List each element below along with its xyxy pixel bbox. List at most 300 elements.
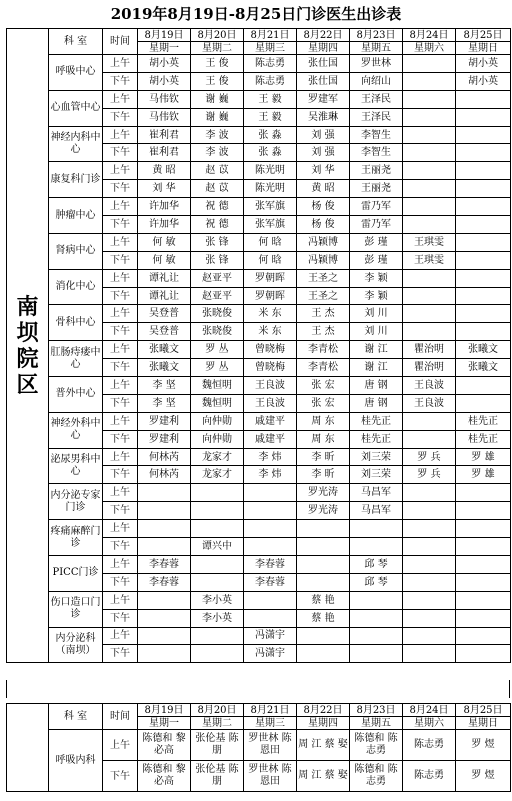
doctor-cell: 王丽尧 bbox=[350, 180, 403, 198]
doctor-cell: 陈志勇 bbox=[244, 55, 297, 73]
doctor-cell: 王琪雯 bbox=[403, 251, 456, 269]
doctor-cell bbox=[403, 555, 456, 573]
department-name: 呼吸内科 bbox=[49, 730, 103, 792]
doctor-cell: 谢 巍 bbox=[191, 108, 244, 126]
table-row bbox=[7, 448, 511, 466]
table-row bbox=[7, 90, 511, 108]
session-time: 上午 bbox=[103, 730, 138, 761]
doctor-cell bbox=[456, 269, 511, 287]
doctor-cell: 赵 苡 bbox=[191, 180, 244, 198]
doctor-cell bbox=[403, 216, 456, 234]
session-time: 上午 bbox=[103, 55, 138, 73]
doctor-cell: 谭礼让 bbox=[138, 269, 191, 287]
doctor-cell: 马伟钦 bbox=[138, 90, 191, 108]
doctor-cell: 王泽民 bbox=[350, 108, 403, 126]
doctor-cell: 张晓俊 bbox=[191, 323, 244, 341]
doctor-cell: 张曦文 bbox=[138, 359, 191, 377]
session-time: 上午 bbox=[103, 126, 138, 144]
doctor-cell bbox=[191, 573, 244, 591]
doctor-cell: 张仕国 bbox=[297, 72, 350, 90]
doctor-cell: 戚建平 bbox=[244, 430, 297, 448]
department-name: 内分泌专家门诊 bbox=[49, 484, 103, 520]
doctor-cell bbox=[138, 484, 191, 502]
doctor-cell: 王 杰 bbox=[297, 305, 350, 323]
doctor-cell bbox=[403, 412, 456, 430]
date-header: 8月20日 bbox=[191, 704, 244, 717]
doctor-cell: 陈志勇 bbox=[403, 730, 456, 761]
doctor-cell bbox=[403, 198, 456, 216]
department-name: 泌尿男科中心 bbox=[49, 448, 103, 484]
session-time: 上午 bbox=[103, 520, 138, 538]
doctor-cell: 冯颖博 bbox=[297, 233, 350, 251]
doctor-cell: 李春蓉 bbox=[244, 555, 297, 573]
doctor-cell: 罗世林 陈恩田 bbox=[244, 730, 297, 761]
doctor-cell bbox=[403, 645, 456, 663]
doctor-cell: 罗光涛 bbox=[297, 502, 350, 520]
department-name: 疼痛麻醉门诊 bbox=[49, 520, 103, 556]
doctor-cell bbox=[456, 180, 511, 198]
session-time: 下午 bbox=[103, 538, 138, 556]
table-row bbox=[7, 341, 511, 359]
session-time: 下午 bbox=[103, 573, 138, 591]
doctor-cell bbox=[350, 591, 403, 609]
doctor-cell: 刘 强 bbox=[297, 126, 350, 144]
weekday-header: 星期四 bbox=[297, 717, 350, 730]
doctor-cell bbox=[297, 555, 350, 573]
doctor-cell: 张晓俊 bbox=[191, 305, 244, 323]
doctor-cell bbox=[138, 627, 191, 645]
doctor-cell: 罗建军 bbox=[297, 90, 350, 108]
doctor-cell: 罗 煜 bbox=[456, 761, 511, 792]
doctor-cell bbox=[297, 645, 350, 663]
doctor-cell: 王良波 bbox=[244, 377, 297, 395]
doctor-cell: 魏恒明 bbox=[191, 377, 244, 395]
doctor-cell: 马昌军 bbox=[350, 484, 403, 502]
doctor-cell: 瞿治明 bbox=[403, 341, 456, 359]
doctor-cell bbox=[456, 162, 511, 180]
doctor-cell bbox=[138, 502, 191, 520]
doctor-cell bbox=[244, 538, 297, 556]
doctor-cell: 王良波 bbox=[403, 377, 456, 395]
date-header: 8月19日 bbox=[138, 704, 191, 717]
doctor-cell: 彭 瑾 bbox=[350, 251, 403, 269]
header-row bbox=[7, 29, 511, 42]
doctor-cell bbox=[403, 609, 456, 627]
doctor-cell bbox=[244, 502, 297, 520]
table-row bbox=[7, 269, 511, 287]
doctor-cell: 张伦基 陈 朋 bbox=[191, 761, 244, 792]
doctor-cell: 张曦文 bbox=[456, 341, 511, 359]
table-row bbox=[7, 555, 511, 573]
table-row bbox=[7, 377, 511, 395]
weekday-header: 星期三 bbox=[244, 717, 297, 730]
doctor-cell bbox=[456, 108, 511, 126]
session-time: 上午 bbox=[103, 555, 138, 573]
table-row bbox=[7, 126, 511, 144]
doctor-cell bbox=[403, 484, 456, 502]
doctor-cell: 罗 雄 bbox=[456, 448, 511, 466]
doctor-cell: 王圣之 bbox=[297, 269, 350, 287]
doctor-cell: 米 东 bbox=[244, 323, 297, 341]
doctor-cell: 张 淼 bbox=[244, 126, 297, 144]
doctor-cell: 罗世林 陈恩田 bbox=[244, 761, 297, 792]
doctor-cell: 雷乃军 bbox=[350, 198, 403, 216]
doctor-cell: 陈德和 黎必高 bbox=[138, 730, 191, 761]
doctor-cell: 吴淮琳 bbox=[297, 108, 350, 126]
session-time: 上午 bbox=[103, 412, 138, 430]
department-name: 肛肠痔瘘中心 bbox=[49, 341, 103, 377]
session-time: 上午 bbox=[103, 341, 138, 359]
doctor-cell: 马昌军 bbox=[350, 502, 403, 520]
doctor-cell: 杨 俊 bbox=[297, 198, 350, 216]
date-header: 8月24日 bbox=[403, 704, 456, 717]
doctor-cell bbox=[244, 484, 297, 502]
session-time: 上午 bbox=[103, 162, 138, 180]
doctor-cell: 谢 江 bbox=[350, 341, 403, 359]
department-name: PICC门诊 bbox=[49, 555, 103, 591]
doctor-cell bbox=[350, 520, 403, 538]
doctor-cell: 胡小英 bbox=[456, 55, 511, 73]
doctor-cell: 陈德和 陈志勇 bbox=[350, 730, 403, 761]
table-row bbox=[7, 484, 511, 502]
doctor-cell: 陈志勇 bbox=[403, 761, 456, 792]
session-time: 下午 bbox=[103, 323, 138, 341]
doctor-cell: 许加华 bbox=[138, 216, 191, 234]
doctor-cell bbox=[456, 538, 511, 556]
session-time: 下午 bbox=[103, 466, 138, 484]
department-name: 消化中心 bbox=[49, 269, 103, 305]
session-time: 下午 bbox=[103, 216, 138, 234]
department-name: 心血管中心 bbox=[49, 90, 103, 126]
doctor-cell: 李 波 bbox=[191, 126, 244, 144]
doctor-cell: 王 俊 bbox=[191, 72, 244, 90]
doctor-cell bbox=[456, 377, 511, 395]
department-name: 肿瘤中心 bbox=[49, 198, 103, 234]
doctor-cell bbox=[191, 627, 244, 645]
doctor-cell: 桂先正 bbox=[350, 412, 403, 430]
doctor-cell bbox=[403, 627, 456, 645]
date-header: 8月23日 bbox=[350, 704, 403, 717]
doctor-cell: 李 颖 bbox=[350, 287, 403, 305]
department-name: 内分泌科（南坝） bbox=[49, 627, 103, 663]
doctor-cell: 王 杰 bbox=[297, 323, 350, 341]
session-time: 下午 bbox=[103, 359, 138, 377]
doctor-cell bbox=[191, 502, 244, 520]
table-row bbox=[7, 591, 511, 609]
session-time: 上午 bbox=[103, 198, 138, 216]
doctor-cell bbox=[350, 627, 403, 645]
doctor-cell bbox=[138, 591, 191, 609]
doctor-cell: 王琪雯 bbox=[403, 233, 456, 251]
doctor-cell: 祝 德 bbox=[191, 216, 244, 234]
doctor-cell bbox=[456, 305, 511, 323]
doctor-cell: 冯潇宇 bbox=[244, 645, 297, 663]
doctor-cell: 王 俊 bbox=[191, 55, 244, 73]
doctor-cell: 张 宏 bbox=[297, 377, 350, 395]
doctor-cell bbox=[297, 627, 350, 645]
department-name: 普外中心 bbox=[49, 377, 103, 413]
time-header: 时间 bbox=[103, 29, 138, 55]
doctor-cell: 罗 丛 bbox=[191, 359, 244, 377]
session-time: 上午 bbox=[103, 591, 138, 609]
session-time: 上午 bbox=[103, 627, 138, 645]
doctor-cell bbox=[456, 645, 511, 663]
doctor-cell bbox=[456, 198, 511, 216]
date-header: 8月24日 bbox=[403, 29, 456, 42]
doctor-cell bbox=[191, 555, 244, 573]
doctor-cell: 胡小英 bbox=[138, 72, 191, 90]
doctor-cell bbox=[403, 180, 456, 198]
table-gap bbox=[6, 680, 510, 698]
doctor-cell: 张 锋 bbox=[191, 233, 244, 251]
doctor-cell bbox=[456, 216, 511, 234]
doctor-cell: 何 晗 bbox=[244, 251, 297, 269]
doctor-cell: 陈光明 bbox=[244, 162, 297, 180]
doctor-cell: 王圣之 bbox=[297, 287, 350, 305]
doctor-cell bbox=[456, 144, 511, 162]
doctor-cell bbox=[403, 90, 456, 108]
doctor-cell bbox=[456, 233, 511, 251]
doctor-cell: 祝 德 bbox=[191, 198, 244, 216]
doctor-cell: 李智生 bbox=[350, 144, 403, 162]
doctor-cell: 陈德和 陈志勇 bbox=[350, 761, 403, 792]
doctor-cell: 李青松 bbox=[297, 359, 350, 377]
weekday-header: 星期二 bbox=[191, 42, 244, 55]
doctor-cell: 李小英 bbox=[191, 591, 244, 609]
session-time: 上午 bbox=[103, 269, 138, 287]
doctor-cell bbox=[138, 538, 191, 556]
doctor-cell: 李小英 bbox=[191, 609, 244, 627]
doctor-cell: 罗朝晖 bbox=[244, 269, 297, 287]
doctor-cell: 黄 昭 bbox=[138, 162, 191, 180]
doctor-cell bbox=[456, 323, 511, 341]
schedule-table bbox=[6, 28, 511, 663]
doctor-cell bbox=[403, 126, 456, 144]
session-time: 下午 bbox=[103, 394, 138, 412]
session-time: 下午 bbox=[103, 609, 138, 627]
date-header: 8月25日 bbox=[456, 704, 511, 717]
doctor-cell bbox=[297, 538, 350, 556]
doctor-cell: 李 波 bbox=[191, 144, 244, 162]
doctor-cell bbox=[350, 538, 403, 556]
doctor-cell: 罗建利 bbox=[138, 412, 191, 430]
doctor-cell bbox=[403, 538, 456, 556]
doctor-cell bbox=[403, 305, 456, 323]
doctor-cell: 张 宏 bbox=[297, 394, 350, 412]
table-row bbox=[7, 412, 511, 430]
hospital-label: 南坝院区 bbox=[7, 29, 49, 663]
session-time: 上午 bbox=[103, 233, 138, 251]
doctor-cell bbox=[403, 108, 456, 126]
session-time: 上午 bbox=[103, 377, 138, 395]
department-name: 骨科中心 bbox=[49, 305, 103, 341]
doctor-cell: 罗 丛 bbox=[191, 341, 244, 359]
session-time: 下午 bbox=[103, 180, 138, 198]
hospital-cell-blank bbox=[7, 704, 49, 792]
doctor-cell: 王良波 bbox=[244, 394, 297, 412]
doctor-cell: 曾晓梅 bbox=[244, 359, 297, 377]
doctor-cell bbox=[403, 55, 456, 73]
table-row bbox=[7, 162, 511, 180]
doctor-cell: 张 锋 bbox=[191, 251, 244, 269]
weekday-header: 星期五 bbox=[350, 42, 403, 55]
doctor-cell bbox=[350, 645, 403, 663]
department-name: 伤口造口门诊 bbox=[49, 591, 103, 627]
doctor-cell bbox=[456, 287, 511, 305]
doctor-cell: 罗光涛 bbox=[297, 484, 350, 502]
doctor-cell bbox=[456, 251, 511, 269]
weekday-header: 星期一 bbox=[138, 717, 191, 730]
session-time: 上午 bbox=[103, 484, 138, 502]
doctor-cell: 李春蓉 bbox=[138, 555, 191, 573]
doctor-cell bbox=[403, 287, 456, 305]
doctor-cell: 王良波 bbox=[403, 394, 456, 412]
date-header: 8月21日 bbox=[244, 29, 297, 42]
doctor-cell: 何林芮 bbox=[138, 448, 191, 466]
doctor-cell: 何 敏 bbox=[138, 233, 191, 251]
doctor-cell: 罗世林 bbox=[350, 55, 403, 73]
doctor-cell: 王泽民 bbox=[350, 90, 403, 108]
session-time: 上午 bbox=[103, 448, 138, 466]
doctor-cell bbox=[403, 72, 456, 90]
doctor-cell: 吴登普 bbox=[138, 323, 191, 341]
doctor-cell: 黄 昭 bbox=[297, 180, 350, 198]
session-time: 上午 bbox=[103, 305, 138, 323]
table-row bbox=[7, 627, 511, 645]
doctor-cell: 龙家才 bbox=[191, 448, 244, 466]
date-header: 8月23日 bbox=[350, 29, 403, 42]
doctor-cell bbox=[138, 520, 191, 538]
dept-header: 科 室 bbox=[49, 704, 103, 730]
date-header: 8月22日 bbox=[297, 704, 350, 717]
table-row bbox=[7, 730, 511, 761]
doctor-cell: 李春蓉 bbox=[244, 573, 297, 591]
schedule-table-2 bbox=[6, 703, 511, 792]
department-name: 神经内科中心 bbox=[49, 126, 103, 162]
doctor-cell: 吴登普 bbox=[138, 305, 191, 323]
doctor-cell: 桂先正 bbox=[456, 412, 511, 430]
doctor-cell bbox=[191, 520, 244, 538]
doctor-cell: 谭兴中 bbox=[191, 538, 244, 556]
doctor-cell: 许加华 bbox=[138, 198, 191, 216]
dept-header: 科 室 bbox=[49, 29, 103, 55]
doctor-cell: 王丽尧 bbox=[350, 162, 403, 180]
doctor-cell: 王 毅 bbox=[244, 108, 297, 126]
doctor-cell: 曾晓梅 bbox=[244, 341, 297, 359]
doctor-cell: 何 敏 bbox=[138, 251, 191, 269]
doctor-cell: 李 颖 bbox=[350, 269, 403, 287]
doctor-cell: 张曦文 bbox=[138, 341, 191, 359]
doctor-cell: 赵 苡 bbox=[191, 162, 244, 180]
doctor-cell: 张军旗 bbox=[244, 216, 297, 234]
doctor-cell bbox=[456, 90, 511, 108]
session-time: 下午 bbox=[103, 502, 138, 520]
session-time: 下午 bbox=[103, 144, 138, 162]
doctor-cell: 王 毅 bbox=[244, 90, 297, 108]
doctor-cell bbox=[191, 645, 244, 663]
doctor-cell bbox=[403, 162, 456, 180]
doctor-cell bbox=[350, 609, 403, 627]
doctor-cell: 李春蓉 bbox=[138, 573, 191, 591]
doctor-cell: 何林芮 bbox=[138, 466, 191, 484]
doctor-cell bbox=[403, 323, 456, 341]
session-time: 下午 bbox=[103, 108, 138, 126]
doctor-cell: 唐 钢 bbox=[350, 394, 403, 412]
table-row bbox=[7, 55, 511, 73]
time-header: 时间 bbox=[103, 704, 138, 730]
session-time: 下午 bbox=[103, 645, 138, 663]
doctor-cell: 冯潇宇 bbox=[244, 627, 297, 645]
doctor-cell: 唐 钢 bbox=[350, 377, 403, 395]
doctor-cell: 李 坚 bbox=[138, 394, 191, 412]
doctor-cell bbox=[403, 591, 456, 609]
page-title: 2019年8月19日-8月25日门诊医生出诊表 bbox=[110, 5, 402, 23]
doctor-cell bbox=[456, 609, 511, 627]
doctor-cell bbox=[138, 609, 191, 627]
doctor-cell: 谢 江 bbox=[350, 359, 403, 377]
doctor-cell bbox=[403, 502, 456, 520]
doctor-cell: 张仕国 bbox=[297, 55, 350, 73]
doctor-cell bbox=[456, 502, 511, 520]
doctor-cell: 李智生 bbox=[350, 126, 403, 144]
department-name: 康复科门诊 bbox=[49, 162, 103, 198]
doctor-cell bbox=[191, 484, 244, 502]
weekday-header: 星期六 bbox=[403, 717, 456, 730]
doctor-cell bbox=[456, 394, 511, 412]
weekday-header: 星期日 bbox=[456, 42, 511, 55]
doctor-cell bbox=[244, 609, 297, 627]
weekday-header: 星期六 bbox=[403, 42, 456, 55]
doctor-cell: 刘 川 bbox=[350, 305, 403, 323]
doctor-cell: 崔利君 bbox=[138, 144, 191, 162]
department-name: 肾病中心 bbox=[49, 233, 103, 269]
table-row bbox=[7, 198, 511, 216]
doctor-cell: 崔利君 bbox=[138, 126, 191, 144]
doctor-cell bbox=[456, 573, 511, 591]
doctor-cell: 彭 瑾 bbox=[350, 233, 403, 251]
doctor-cell bbox=[244, 520, 297, 538]
doctor-cell: 周 东 bbox=[297, 430, 350, 448]
doctor-cell: 李 昕 bbox=[297, 448, 350, 466]
doctor-cell: 张 淼 bbox=[244, 144, 297, 162]
doctor-cell bbox=[403, 520, 456, 538]
doctor-cell bbox=[456, 555, 511, 573]
doctor-cell: 向仲勋 bbox=[191, 430, 244, 448]
doctor-cell bbox=[297, 573, 350, 591]
doctor-cell: 雷乃军 bbox=[350, 216, 403, 234]
doctor-cell: 周 东 bbox=[297, 412, 350, 430]
doctor-cell: 陈光明 bbox=[244, 180, 297, 198]
doctor-cell bbox=[456, 591, 511, 609]
doctor-cell bbox=[297, 520, 350, 538]
date-header: 8月22日 bbox=[297, 29, 350, 42]
department-name: 呼吸中心 bbox=[49, 55, 103, 91]
doctor-cell bbox=[403, 144, 456, 162]
doctor-cell: 罗 煜 bbox=[456, 730, 511, 761]
doctor-cell bbox=[138, 645, 191, 663]
doctor-cell: 桂先正 bbox=[456, 430, 511, 448]
table-row bbox=[7, 520, 511, 538]
doctor-cell: 罗 兵 bbox=[403, 448, 456, 466]
doctor-cell: 罗朝晖 bbox=[244, 287, 297, 305]
doctor-cell bbox=[403, 269, 456, 287]
doctor-cell: 陈志勇 bbox=[244, 72, 297, 90]
doctor-cell: 瞿治明 bbox=[403, 359, 456, 377]
doctor-cell: 杨 俊 bbox=[297, 216, 350, 234]
doctor-cell: 赵亚平 bbox=[191, 287, 244, 305]
doctor-cell: 周 江 蔡 娶 bbox=[297, 761, 350, 792]
doctor-cell bbox=[456, 520, 511, 538]
